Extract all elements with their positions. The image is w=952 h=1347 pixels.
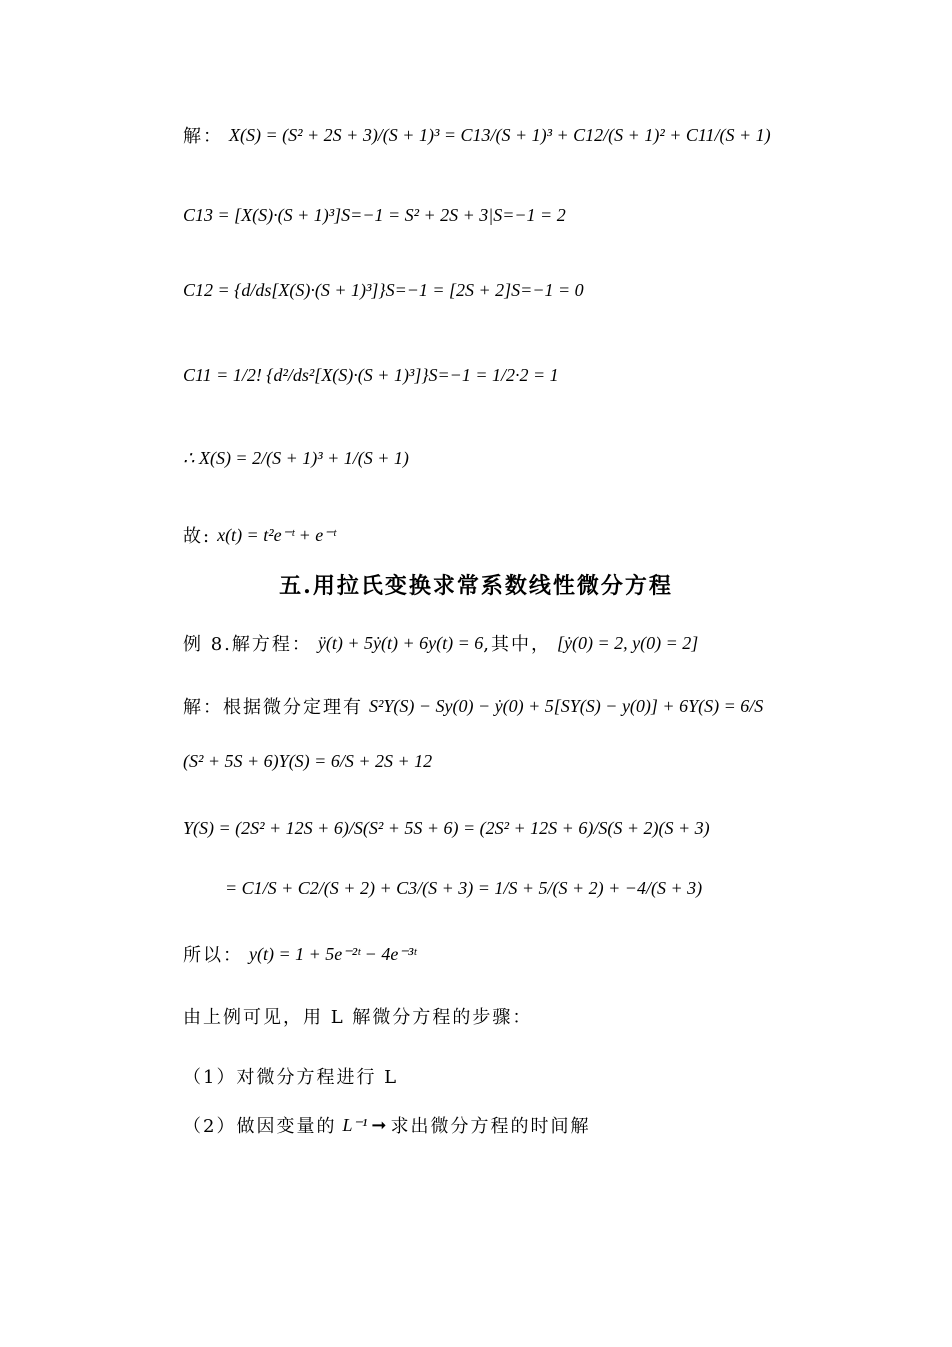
equation-therefore-text: ∴ X(S) = 2/(S + 1)³ + 1/(S + 1) (183, 448, 409, 468)
example8-label: 例 8.解方程： (183, 634, 312, 655)
result-label: 所以： (183, 945, 243, 966)
conclusion-line (183, 522, 336, 548)
equation-c12 (183, 280, 584, 301)
equation-c13-text: C13 = [X(S)·(S + 1)³]S=−1 = S² + 2S + 3|S=−1 = 2 (183, 205, 566, 225)
equation-c12-text: C12 = {d/ds[X(S)·(S + 1)³]}S=−1 = [2S + 2]S=−1 = 0 (183, 280, 584, 300)
equation-xs (183, 122, 771, 148)
arrow-icon: ➞ (371, 1114, 387, 1136)
step-2-suffix: 求出微分方程的时间解 (390, 1116, 591, 1137)
poly-equation: (S² + 5S + 6)Y(S) = 6/S + 2S + 12 (183, 751, 433, 771)
section-title: 五.用拉氏变换求常系数线性微分方程 (279, 573, 673, 599)
transform-line (183, 693, 763, 719)
equation-c13 (183, 205, 566, 226)
step-2-symbol: L⁻¹ (342, 1114, 368, 1135)
step-2-prefix: （2）做因变量的 (183, 1116, 337, 1137)
equation-c11-text: C11 = 1/2! {d²/ds²[X(S)·(S + 1)³]}S=−1 = 1/2·2 = 1 (183, 365, 559, 385)
ys-line (183, 818, 710, 839)
example8-where: ,其中， (483, 634, 552, 655)
example8-line (183, 630, 698, 656)
result-line (183, 941, 416, 967)
conclusion-equation: x(t) = t²e⁻ᵗ + e⁻ᵗ (217, 524, 336, 545)
example8-equation: ÿ(t) + 5ẏ(t) + 6y(t) = 6 (317, 632, 484, 653)
partial-equation: = C1/S + C2/(S + 2) + C3/(S + 3) = 1/S + 5/(S + 2) + −4/(S + 3) (225, 878, 703, 898)
transform-equation: S²Y(S) − Sy(0) − ẏ(0) + 5[SY(S) − y(0)] + 6Y(S) = 6/S (369, 695, 764, 716)
steps-intro-text: 由上例可见，用 L 解微分方程的步骤： (183, 1007, 533, 1028)
equation-therefore (183, 448, 409, 469)
solution-intro: 解： (183, 126, 223, 147)
step-1 (183, 1063, 404, 1089)
step-2 (183, 1112, 596, 1138)
step-1-text: （1）对微分方程进行 L (183, 1067, 399, 1088)
example8-conditions: [ẏ(0) = 2, y(0) = 2] (557, 632, 699, 653)
ys-equation: Y(S) = (2S² + 12S + 6)/S(S² + 5S + 6) = (2S² + 12S + 6)/S(S + 2)(S + 3) (183, 818, 710, 838)
partial-line (225, 878, 702, 899)
equation-c11 (183, 365, 559, 386)
conclusion-label: 故: (183, 526, 212, 547)
steps-intro (183, 1003, 538, 1029)
poly-line (183, 751, 432, 772)
equation-xs-text: X(S) = (S² + 2S + 3)/(S + 1)³ = C13/(S + 1)³ + C12/(S + 1)² + C11/(S + 1) (229, 124, 771, 145)
transform-label: 解：根据微分定理有 (183, 697, 363, 718)
result-equation: y(t) = 1 + 5e⁻²ᵗ − 4e⁻³ᵗ (249, 943, 417, 964)
